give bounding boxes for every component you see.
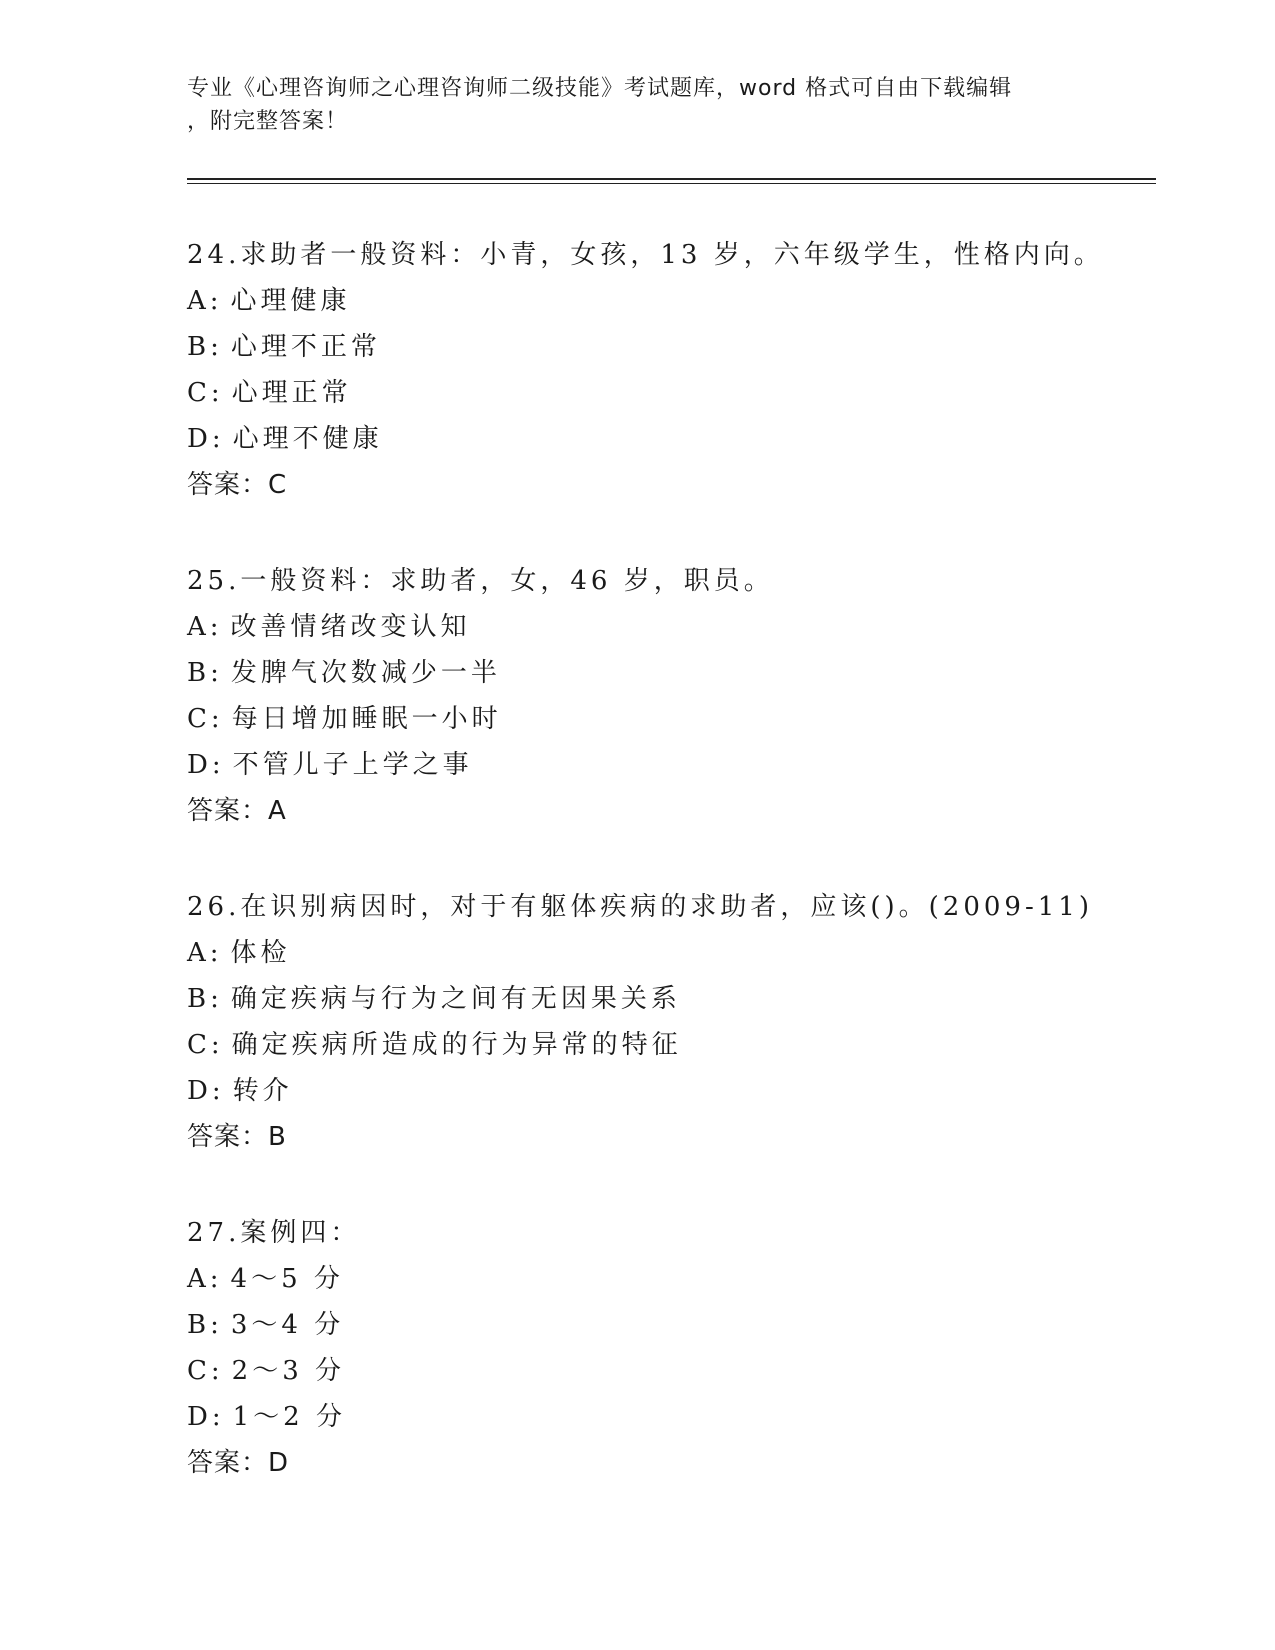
option-text: 心理健康: [230, 286, 351, 316]
question-stem: 25.一般资料：求助者，女，46 岁，职员。: [187, 566, 774, 596]
option-d: [187, 1394, 1147, 1440]
option-letter: A:: [187, 938, 223, 968]
option-letter: C:: [187, 378, 224, 408]
option-letter: B:: [187, 984, 223, 1014]
option-letter: C:: [187, 704, 224, 734]
option-letter: A:: [187, 1264, 223, 1294]
option-text: 心理不正常: [230, 332, 381, 362]
option-a: [187, 1256, 1147, 1302]
option-b: [187, 324, 1147, 370]
option-text: 3～4 分: [230, 1310, 345, 1340]
option-text: 1～2 分: [232, 1402, 346, 1432]
option-letter: B:: [187, 332, 223, 362]
option-a: [187, 278, 1147, 324]
option-letter: D:: [187, 424, 225, 454]
option-letter: D:: [187, 1076, 225, 1106]
option-letter: D:: [187, 1402, 225, 1432]
option-c: [187, 1022, 1147, 1068]
document-header: [187, 72, 1077, 138]
answer-line: 答案：A: [187, 796, 287, 826]
option-text: 改善情绪改变认知: [230, 612, 471, 642]
option-letter: D:: [187, 750, 225, 780]
option-text: 每日增加睡眠一小时: [231, 704, 502, 734]
option-text: 转介: [232, 1076, 293, 1106]
question-26: [187, 884, 1147, 1160]
option-text: 体检: [230, 938, 291, 968]
option-letter: A:: [187, 286, 223, 316]
option-a: [187, 930, 1147, 976]
option-letter: C:: [187, 1356, 224, 1386]
option-c: [187, 370, 1147, 416]
option-letter: B:: [187, 1310, 223, 1340]
option-d: [187, 742, 1147, 788]
option-b: [187, 976, 1147, 1022]
option-d: [187, 416, 1147, 462]
answer-line: 答案：B: [187, 1122, 287, 1152]
option-text: 确定疾病与行为之间有无因果关系: [230, 984, 681, 1014]
option-b: [187, 1302, 1147, 1348]
option-c: [187, 696, 1147, 742]
header-line-1: 专业《心理咨询师之心理咨询师二级技能》考试题库，word 格式可自由下载编辑: [187, 76, 1013, 101]
option-text: 4～5 分: [230, 1264, 344, 1294]
answer-line: 答案：C: [187, 470, 288, 500]
option-c: [187, 1348, 1147, 1394]
option-text: 2～3 分: [231, 1356, 346, 1386]
option-letter: B:: [187, 658, 223, 688]
option-b: [187, 650, 1147, 696]
option-letter: C:: [187, 1030, 224, 1060]
option-d: [187, 1068, 1147, 1114]
option-letter: A:: [187, 612, 223, 642]
option-text: 心理不健康: [232, 424, 383, 454]
question-24: [187, 232, 1147, 508]
header-line-2: ，附完整答案！: [187, 109, 349, 134]
option-text: 不管儿子上学之事: [232, 750, 473, 780]
question-stem: 26.在识别病因时，对于有躯体疾病的求助者，应该()。(2009-11): [187, 892, 1093, 922]
question-list: [187, 232, 1147, 1536]
question-27: [187, 1210, 1147, 1486]
question-stem: 27.案例四：: [187, 1218, 361, 1248]
option-text: 确定疾病所造成的行为异常的特征: [231, 1030, 682, 1060]
option-text: 心理正常: [231, 378, 352, 408]
header-divider: [187, 178, 1156, 184]
question-25: [187, 558, 1147, 834]
question-stem: 24.求助者一般资料：小青，女孩，13 岁，六年级学生，性格内向。: [187, 240, 1104, 270]
option-a: [187, 604, 1147, 650]
answer-line: 答案：D: [187, 1448, 290, 1478]
option-text: 发脾气次数减少一半: [230, 658, 501, 688]
